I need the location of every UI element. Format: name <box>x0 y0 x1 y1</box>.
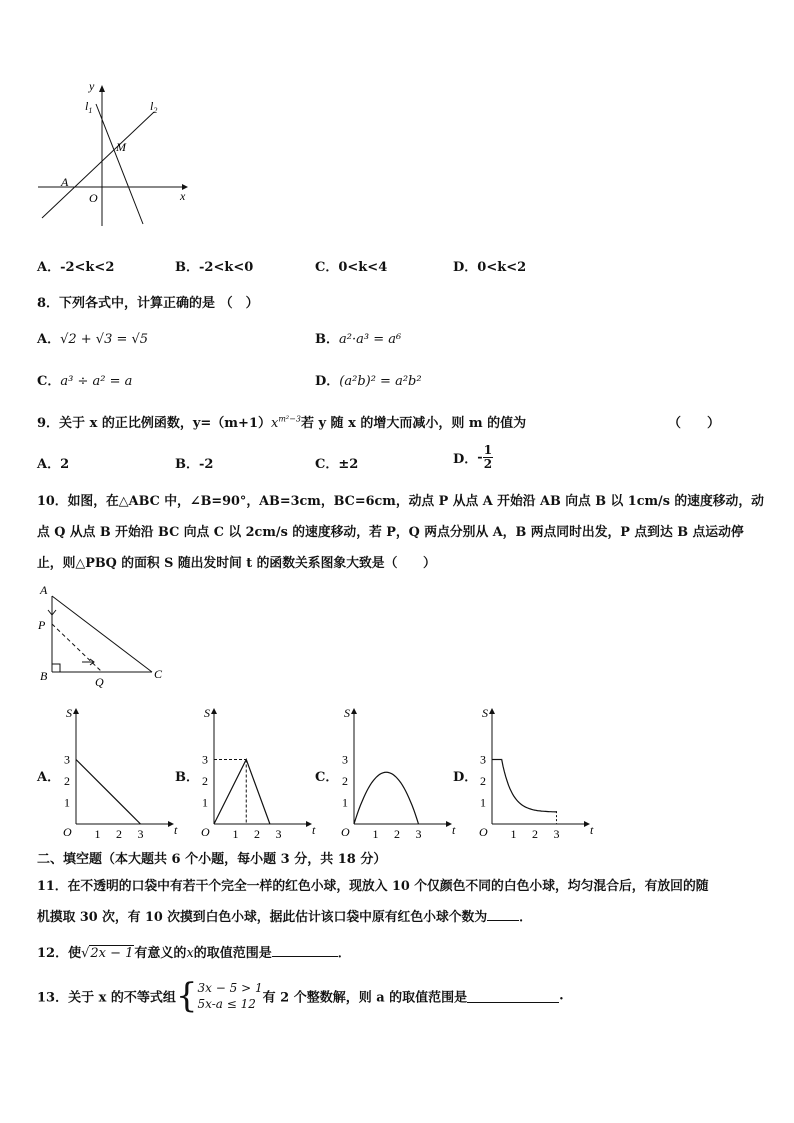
q12-middle: 有意义的 <box>134 946 187 961</box>
curve-peak-lines <box>214 760 270 825</box>
point-A-label: A <box>61 175 69 189</box>
y-tick-label: 2 <box>64 774 70 788</box>
q7-coordinate-figure <box>30 80 200 230</box>
q10-triangle-figure <box>34 582 174 690</box>
s-axis-label: S <box>482 706 488 720</box>
x-tick-label: 2 <box>532 827 538 841</box>
l1-label: $l_1$ <box>85 99 93 115</box>
inequality-2: 5x-a ≤ 12 <box>197 997 256 1011</box>
option-text: 2 <box>60 457 70 472</box>
line-l2 <box>42 112 154 218</box>
s-axis-label: S <box>344 706 350 720</box>
q9-stem-part2: 若 y 随 x 的增大而减小，则 m 的值为 <box>300 416 527 431</box>
q8-option-d[interactable] <box>315 370 422 389</box>
q9-option-b[interactable] <box>175 453 213 472</box>
option-letter: B． <box>175 260 199 275</box>
option-letter: A． <box>37 457 61 472</box>
vertex-A-label: A <box>40 583 48 597</box>
inequality-system <box>198 980 263 1012</box>
x-tick-label: 3 <box>137 827 144 841</box>
q13-answer-blank[interactable] <box>467 990 559 1003</box>
q12-variable: x <box>186 946 194 961</box>
t-axis-label: t <box>312 823 316 837</box>
s-axis-arrow <box>73 708 79 714</box>
q8-option-b[interactable] <box>315 328 401 347</box>
q11-line2 <box>37 906 532 925</box>
s-axis-label: S <box>66 706 72 720</box>
x-tick-label: 3 <box>415 827 422 841</box>
section-fill-in-heading: 二、填空题（本大题共 6 个小题，每小题 3 分，共 18 分） <box>37 852 387 867</box>
x-tick-label: 1 <box>94 827 101 841</box>
q13-suffix: 有 2 个整数解，则 a 的取值范围是 <box>262 990 468 1006</box>
option-text: 0<k<2 <box>477 260 527 275</box>
q13-prefix: 13．关于 x 的不等式组 <box>37 990 176 1006</box>
y-tick-label: 1 <box>64 795 70 810</box>
q9-stem-part1: 9．关于 x 的正比例函数，y=（m+1） <box>37 416 271 431</box>
y-tick-label: 3 <box>480 752 486 767</box>
sqrt-expression: √2x − 1 <box>81 946 134 961</box>
y-tick-label: 2 <box>202 774 208 788</box>
graph-b <box>196 705 316 841</box>
option-text: -2 <box>199 457 214 472</box>
q12-answer-blank[interactable] <box>272 944 338 957</box>
q8-option-a[interactable] <box>37 328 148 347</box>
side-AC <box>52 596 152 672</box>
x-tick-label: 1 <box>510 827 517 841</box>
vertex-C-label: C <box>154 667 163 681</box>
point-P-label: P <box>38 618 46 632</box>
option-letter: A． <box>37 332 61 347</box>
option-letter: B． <box>175 457 199 472</box>
inequality-1: 3x − 5 > 1 <box>197 981 263 995</box>
q7-option-d[interactable] <box>453 256 526 275</box>
point-Q-label: Q <box>95 675 104 689</box>
y-tick-label: 3 <box>342 752 348 767</box>
option-text: (a²b)² = a²b² <box>339 374 422 389</box>
x-tick-label: 1 <box>232 827 239 841</box>
y-tick-label: 2 <box>480 774 486 788</box>
option-text: a³ ÷ a² = a <box>60 374 133 389</box>
q9-power-exponent: m²−3 <box>278 414 301 424</box>
option-text: 0<k<4 <box>338 260 388 275</box>
t-axis-label: t <box>174 823 178 837</box>
q13-period: . <box>559 988 564 1004</box>
q7-option-c[interactable] <box>315 256 387 275</box>
option-text: a²·a³ = a⁶ <box>339 332 402 347</box>
system-brace: { <box>175 976 198 1016</box>
y-axis-label: y <box>89 79 95 93</box>
x-tick-label: 2 <box>254 827 260 841</box>
curve-parabola <box>354 772 419 824</box>
option-letter: C． <box>37 374 61 389</box>
x-tick-label: 2 <box>116 827 122 841</box>
option-letter: B． <box>315 332 339 347</box>
q9-power-base: x <box>271 416 279 431</box>
option-letter: D． <box>315 374 340 389</box>
q13-line <box>37 976 564 1016</box>
option-letter: A． <box>37 260 61 275</box>
radicand: 2x − 1 <box>90 946 134 961</box>
q11-period: ． <box>519 910 532 925</box>
fraction-one-half <box>483 444 493 471</box>
q12-prefix: 12．使 <box>37 946 82 961</box>
y-tick-label: 1 <box>342 795 348 810</box>
s-axis-arrow <box>489 708 495 714</box>
right-angle-mark <box>52 664 60 672</box>
graph-a <box>58 705 178 841</box>
graph-option-d[interactable]: D． <box>453 770 478 785</box>
graph-d <box>474 705 594 841</box>
q12-period: ． <box>337 946 351 961</box>
fraction-denominator: 2 <box>483 457 493 471</box>
x-tick-label: 2 <box>394 827 400 841</box>
origin-label: O <box>201 825 210 839</box>
option-text: -2<k<0 <box>199 260 254 275</box>
line-l1 <box>96 104 143 224</box>
q11-text: 机摸取 30 次，有 10 次摸到白色小球，据此估计该口袋中原有红色小球个数为 <box>37 910 488 925</box>
fraction-numerator: 1 <box>483 443 493 457</box>
s-axis-arrow <box>351 708 357 714</box>
q8-option-c[interactable] <box>37 370 132 389</box>
y-tick-label: 1 <box>480 795 486 810</box>
q9-option-a[interactable] <box>37 453 69 472</box>
q10-line1: 10．如图，在△ABC 中，∠B=90°，AB=3cm，BC=6cm，动点 P 从点 A 开始沿 AB 向点 B 以 1cm/s 的速度移动，动 <box>37 494 764 509</box>
q8-stem: 8．下列各式中，计算正确的是 （ ） <box>37 296 259 311</box>
option-letter: D． <box>453 260 478 275</box>
origin-label: O <box>63 825 72 839</box>
t-axis-label: t <box>590 823 594 837</box>
vertex-B-label: B <box>40 669 48 683</box>
origin-label: O <box>89 191 98 205</box>
graph-option-a[interactable]: A． <box>37 770 61 785</box>
option-letter: C． <box>315 260 339 275</box>
q11-line1: 11．在不透明的口袋中有若干个完全一样的红色小球，现放入 10 个仅颜色不同的白色小球，均匀混合后，有放回的随 <box>37 879 709 894</box>
option-letter: D． <box>453 452 478 467</box>
option-text: ±2 <box>338 457 359 472</box>
q10-line2: 点 Q 从点 B 开始沿 BC 向点 C 以 2cm/s 的速度移动，若 P，Q 两点分别从 A，B 两点同时出发，P 点到达 B 点运动停 <box>37 525 744 540</box>
q12-suffix: 的取值范围是 <box>193 946 272 961</box>
point-M-label: M <box>116 140 126 154</box>
option-text: - <box>477 450 483 465</box>
option-text: -2<k<2 <box>60 260 115 275</box>
x-tick-label: 3 <box>553 827 560 841</box>
t-axis-label: t <box>452 823 456 837</box>
origin-label: O <box>341 825 350 839</box>
q9-option-d[interactable] <box>453 444 493 471</box>
x-tick-label: 1 <box>372 827 379 841</box>
q7-option-b[interactable] <box>175 256 253 275</box>
l2-label: $l_2$ <box>150 99 158 115</box>
q9-option-c[interactable] <box>315 453 358 472</box>
q11-answer-blank[interactable] <box>487 908 519 921</box>
y-tick-label: 1 <box>202 795 208 810</box>
x-tick-label: 3 <box>275 827 282 841</box>
option-text: √2 + √3 = √5 <box>60 332 149 347</box>
y-axis-arrow <box>99 85 105 92</box>
q12-line <box>37 942 351 961</box>
curve-decreasing-line <box>76 760 141 825</box>
q7-option-a[interactable] <box>37 256 114 275</box>
q10-line3: 止，则△PBQ 的面积 S 随出发时间 t 的函数关系图象大致是（ ） <box>37 556 436 571</box>
q9-answer-paren: （ ） <box>668 416 721 431</box>
y-tick-label: 2 <box>342 774 348 788</box>
y-tick-label: 3 <box>64 752 70 767</box>
curve-decay <box>502 760 557 812</box>
s-axis-label: S <box>204 706 210 720</box>
q9-stem <box>37 412 526 431</box>
graph-option-c[interactable]: C． <box>315 770 339 785</box>
graph-c <box>336 705 456 841</box>
s-axis-arrow <box>211 708 217 714</box>
x-axis-label: x <box>180 189 186 203</box>
graph-option-b[interactable]: B． <box>175 770 199 785</box>
origin-label: O <box>479 825 488 839</box>
y-tick-label: 3 <box>202 752 208 767</box>
option-letter: C． <box>315 457 339 472</box>
